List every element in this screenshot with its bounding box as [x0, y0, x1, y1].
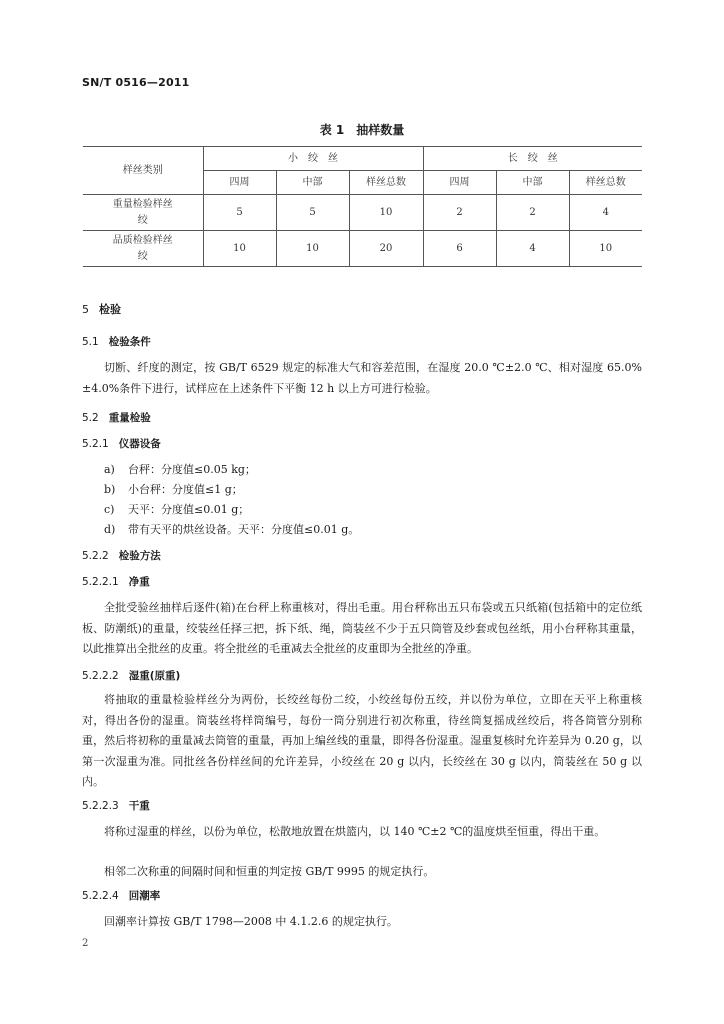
- table-cell: 2: [423, 195, 496, 231]
- section-number: 5.2.1: [82, 438, 109, 450]
- table-cell: 5: [276, 195, 349, 231]
- list-item: [104, 460, 256, 480]
- list-item-text: 带有天平的烘丝设备。天平：分度值≤0.01 g。: [128, 523, 360, 536]
- table-row: [83, 231, 642, 267]
- section-title: 仪器设备: [118, 438, 161, 450]
- row-label-line2: 绞: [137, 250, 148, 262]
- section-heading-5-2-2: [82, 548, 161, 563]
- section-title: 净重: [128, 576, 150, 588]
- section-number: 5.2.2.2: [82, 670, 119, 682]
- table-cell: 6: [423, 231, 496, 267]
- section-title: 回潮率: [128, 890, 161, 902]
- paragraph-moisture-regain: 回潮率计算按 GB/T 1798—2008 中 4.1.2.6 的规定执行。: [104, 915, 398, 928]
- row-label-line2: 绞: [137, 214, 148, 226]
- section-title: 检验: [99, 303, 121, 316]
- section-title: 湿重(原重): [128, 670, 181, 682]
- section-title: 干重: [128, 800, 150, 812]
- table-cell: 5: [203, 195, 276, 231]
- column-header: 四周: [203, 171, 276, 195]
- table-cell: 10: [203, 231, 276, 267]
- table-cell: 10: [276, 231, 349, 267]
- section-number: 5.2: [82, 412, 99, 424]
- table-row: [83, 195, 642, 231]
- column-header: 样丝总数: [349, 171, 423, 195]
- list-item-label: a): [104, 463, 115, 476]
- table-cell: 20: [349, 231, 423, 267]
- list-item-text: 小台秤：分度值≤1 g；: [128, 483, 243, 496]
- table-cell: 4: [569, 195, 642, 231]
- list-item-label: d): [104, 523, 116, 536]
- column-header: 四周: [423, 171, 496, 195]
- standard-code: SN/T 0516—2011: [82, 76, 190, 89]
- table-cell: 10: [569, 231, 642, 267]
- sampling-table: [83, 146, 642, 267]
- row-label-line1: 重量检验样丝: [112, 198, 173, 210]
- list-item: [104, 480, 243, 500]
- list-item-text: 天平：分度值≤0.01 g；: [128, 503, 250, 516]
- list-item-label: b): [104, 483, 116, 496]
- table-cell: 2: [496, 195, 569, 231]
- row-label: [83, 195, 203, 231]
- section-heading-5-2-1: [82, 436, 161, 451]
- section-number: 5.2.2.3: [82, 800, 119, 812]
- paragraph-constant-weight: 相邻二次称重的间隔时间和恒重的判定按 GB/T 9995 的规定执行。: [104, 865, 435, 878]
- section-number: 5.2.2.1: [82, 576, 119, 588]
- page-number: 2: [82, 938, 89, 949]
- section-heading-5-2: [82, 410, 151, 425]
- section-heading-5-2-2-3: [82, 798, 150, 813]
- list-item-text: 台秤：分度值≤0.05 kg；: [128, 463, 256, 476]
- paragraph-net-weight: 全批受验丝抽样后逐件(箱)在台秤上称重核对，得出毛重。用台秤称出五只布袋或五只纸箱(包括箱中的定位纸板、防潮纸)的重量，绞装丝任择三把，拆下纸、绳，筒装丝不少于五只筒管及纱套或包丝纸，用小台秤称其重量，以此推算出全批丝的皮重。将全批丝的毛重减去全批丝的皮重即为全批丝的净重。: [82, 601, 642, 655]
- section-heading-5-1: [82, 334, 151, 349]
- list-item: [104, 520, 359, 540]
- group-header-small: 小 绞 丝: [203, 147, 423, 171]
- row-label: [83, 231, 203, 267]
- section-title: 重量检验: [108, 412, 151, 424]
- section-heading-5: [82, 301, 121, 317]
- group-header-long: 长 绞 丝: [423, 147, 642, 171]
- section-heading-5-2-2-2: [82, 668, 180, 683]
- list-item: [104, 500, 249, 520]
- column-header: 样丝总数: [569, 171, 642, 195]
- section-heading-5-2-2-4: [82, 888, 160, 903]
- row-header-cell: 样丝类别: [83, 147, 203, 195]
- table-cell: 10: [349, 195, 423, 231]
- section-title: 检验条件: [108, 336, 151, 348]
- column-header: 中部: [496, 171, 569, 195]
- column-header: 中部: [276, 171, 349, 195]
- section-number: 5: [82, 303, 89, 316]
- row-label-line1: 品质检验样丝: [112, 234, 173, 246]
- section-heading-5-2-2-1: [82, 574, 150, 589]
- list-item-label: c): [104, 503, 115, 516]
- section-number: 5.2.2: [82, 550, 109, 562]
- section-number: 5.2.2.4: [82, 890, 119, 902]
- section-title: 检验方法: [118, 550, 161, 562]
- paragraph-dry-weight: 将称过湿重的样丝，以份为单位，松散地放置在烘篮内，以 140 ℃±2 ℃的温度烘至恒重，得出干重。: [104, 825, 606, 838]
- table-title: 表 1 抽样数量: [319, 123, 405, 137]
- table-cell: 4: [496, 231, 569, 267]
- paragraph-wet-weight: 将抽取的重量检验样丝分为两份，长绞丝每份二绞，小绞丝每份五绞，并以份为单位，立即在天平上称重核对，得出各份的湿重。筒装丝将样筒编号，每份一筒分别进行初次称重，待丝筒复摇成丝绞后，将各筒管分别称重，然后将初称的重量减去筒管的重量，再加上编丝线的重量，即得各份湿重。湿重复核时允许差异为 0.20 g，以第一次湿重为准。同批丝各份样丝间的允许差异，小绞丝在 20 g 以内，长绞丝在 30 g 以内，筒装丝在 50 g 以内。: [82, 693, 642, 788]
- paragraph-test-conditions: 切断、纤度的测定，按 GB/T 6529 规定的标准大气和容差范围，在湿度 20.0 ℃±2.0 ℃、相对湿度 65.0%±4.0%条件下进行，试样应在上述条件下平衡 12 h 以上方可进行检验。: [82, 361, 642, 395]
- section-number: 5.1: [82, 336, 99, 348]
